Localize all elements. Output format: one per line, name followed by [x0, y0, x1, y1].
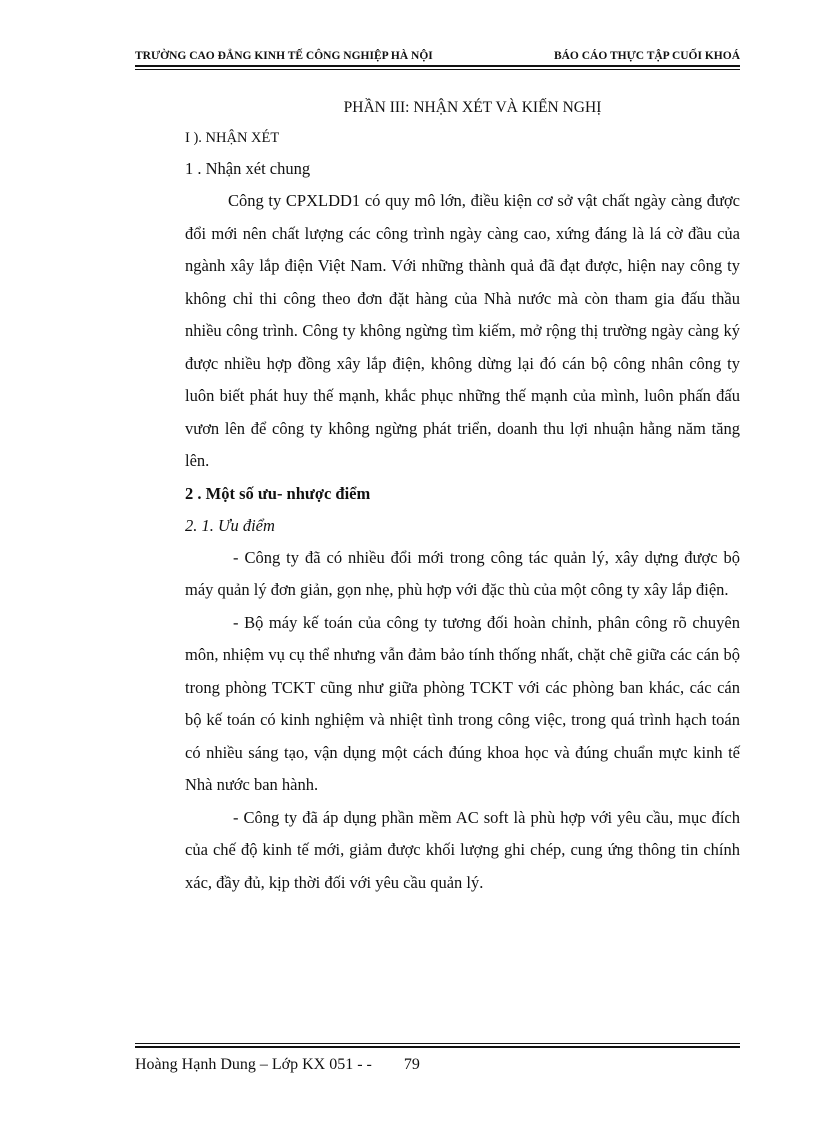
- footer-author: Hoàng Hạnh Dung – Lớp KX 051 - -: [135, 1056, 372, 1073]
- subheading-pros-cons: 2 . Một số ưu- nhược điểm: [185, 483, 371, 503]
- page-number: 79: [403, 1056, 420, 1073]
- subheading-general-remarks: 1 . Nhận xét chung: [185, 159, 311, 178]
- paragraph-advantage-accounting: - Bộ máy kế toán của công ty tương đối hoàn chỉnh, phân công rõ chuyên môn, nhiệm vụ cụ thể nhưng vẫn đảm bảo tính thống nhất, chặt chẽ giữa các cán bộ trong phòng TCKT cũng như giữa phòng TCKT với các phòng ban khác, các cán bộ kế toán có kinh nghiệm và nhiệt tình trong công việc, trong quá trình hạch toán có nhiều sáng tạo, vận dụng một cách đúng khoa học và đúng chuẩn mực kinh tế Nhà nước ban hành.: [185, 612, 740, 794]
- header-report-title: BÁO CÁO THỰC TẬP CUỐI KHOÁ: [553, 50, 740, 62]
- page-footer: [135, 1043, 740, 1074]
- part-title: PHẦN III: NHẬN XÉT VÀ KIẾN NGHỊ: [343, 99, 602, 116]
- paragraph-advantage-management: - Công ty đã có nhiều đổi mới trong công tác quản lý, xây dựng được bộ máy quản lý đơn giản, gọn nhẹ, phù hợp với đặc thù của một công ty xây lắp điện.: [185, 547, 740, 599]
- header-rule: [135, 65, 740, 67]
- section-heading-remarks: I ). NHẬN XÉT: [185, 130, 280, 146]
- footer-rule: [135, 1046, 740, 1048]
- page-body: [185, 93, 740, 899]
- footer-rule-thin: [135, 1043, 740, 1044]
- page-header: [135, 50, 740, 70]
- header-rule-thin: [135, 69, 740, 70]
- paragraph-advantage-software: - Công ty đã áp dụng phần mềm AC soft là phù hợp với yêu cầu, mục đích của chế độ kinh tế mới, giảm được khối lượng ghi chép, cung ứng thông tin chính xác, đầy đủ, kịp thời đối với yêu cầu quản lý.: [185, 807, 740, 892]
- paragraph-general-remarks: Công ty CPXLDD1 có quy mô lớn, điều kiện cơ sở vật chất ngày càng được đổi mới nên chất lượng các công trình ngày càng cao, xứng đáng là lá cờ đầu của ngành xây lắp điện Việt Nam. Với những thành quả đã đạt được, hiện nay công ty không chỉ thi công theo đơn đặt hàng của Nhà nước mà còn tham gia đấu thầu nhiều công trình. Công ty không ngừng tìm kiếm, mở rộng thị trường ngày càng ký được nhiều hợp đồng xây lắp điện, không dừng lại đó cán bộ công nhân công ty luôn biết phát huy thế mạnh, khắc phục những thế mạnh của mình, luôn phấn đấu vươn lên để công ty không ngừng phát triển, doanh thu lợi nhuận hằng năm tăng lên.: [185, 191, 740, 470]
- subheading-advantages: 2. 1. Ưu điểm: [185, 515, 275, 535]
- header-school-name: TRƯỜNG CAO ĐẲNG KINH TẾ CÔNG NGHIỆP HÀ NỘI: [135, 50, 433, 62]
